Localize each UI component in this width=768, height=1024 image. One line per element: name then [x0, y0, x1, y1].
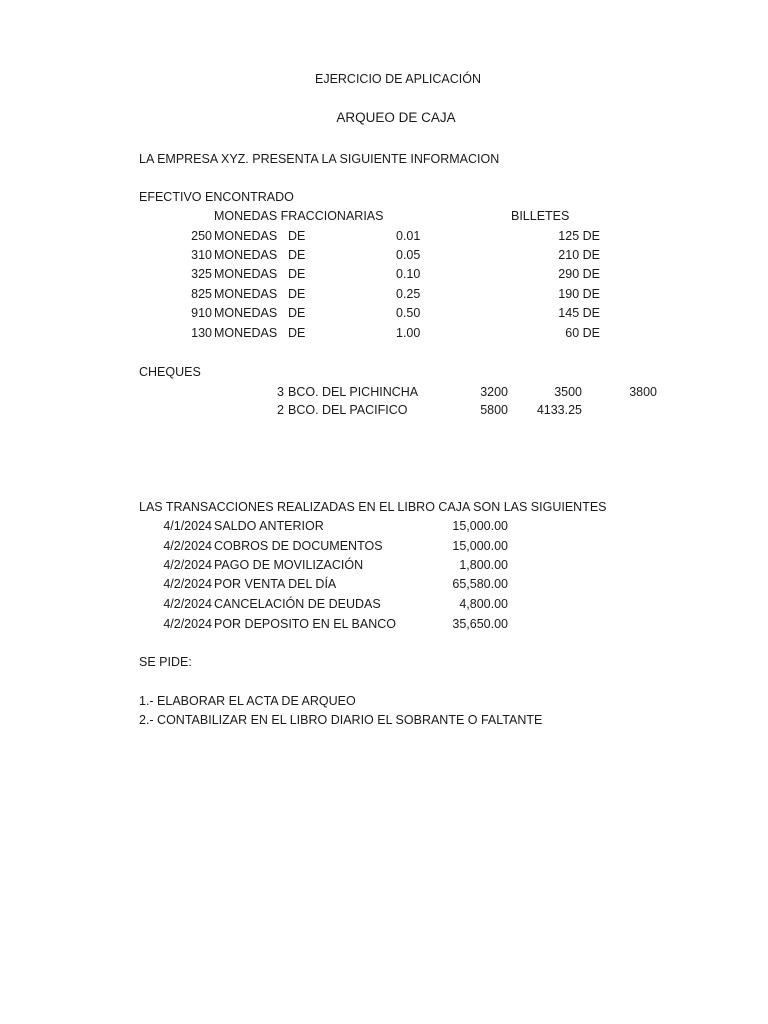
coin-qty: 325 [191, 267, 212, 281]
cheque-qty: 2 [277, 403, 284, 417]
coin-de: DE [288, 306, 306, 320]
transaction-amount: 1,800.00 [459, 558, 508, 572]
coin-value: 0.10 [396, 267, 421, 281]
cheque-amount: 4133.25 [536, 403, 582, 417]
transaction-desc: SALDO ANTERIOR [214, 519, 324, 533]
transaction-amount: 15,000.00 [452, 539, 508, 553]
coin-de: DE [288, 326, 306, 340]
bill-value: 210 DE [558, 248, 600, 262]
tasks-heading: SE PIDE: [139, 655, 192, 669]
cheques-heading: CHEQUES [139, 365, 201, 379]
coin-unit: MONEDAS [214, 248, 278, 262]
transaction-desc: POR DEPOSITO EN EL BANCO [214, 617, 396, 631]
transaction-date: 4/2/2024 [163, 539, 212, 553]
cheque-bank: BCO. DEL PACIFICO [288, 403, 408, 417]
bill-value: 125 DE [558, 229, 600, 243]
transaction-desc: COBROS DE DOCUMENTOS [214, 539, 383, 553]
coin-value: 1.00 [396, 326, 421, 340]
coin-de: DE [288, 248, 306, 262]
coin-unit: MONEDAS [214, 287, 278, 301]
coin-qty: 310 [191, 248, 212, 262]
document-subtitle: ARQUEO DE CAJA [336, 110, 456, 125]
transaction-date: 4/2/2024 [163, 558, 212, 572]
cheque-amount: 3500 [554, 385, 582, 399]
task-item: 2.- CONTABILIZAR EN EL LIBRO DIARIO EL SOBRANTE O FALTANTE [139, 713, 543, 727]
transaction-desc: POR VENTA DEL DÍA [214, 577, 337, 591]
task-item: 1.- ELABORAR EL ACTA DE ARQUEO [139, 694, 356, 708]
coin-qty: 910 [191, 306, 212, 320]
transaction-desc: CANCELACIÓN DE DEUDAS [214, 597, 381, 611]
coin-qty: 250 [191, 229, 212, 243]
coin-value: 0.05 [396, 248, 421, 262]
transaction-date: 4/2/2024 [163, 577, 212, 591]
coin-value: 0.25 [396, 287, 421, 301]
bill-value: 145 DE [558, 306, 600, 320]
coin-unit: MONEDAS [214, 229, 278, 243]
coin-unit: MONEDAS [214, 267, 278, 281]
coin-value: 0.50 [396, 306, 421, 320]
bills-header: BILLETES [511, 209, 570, 223]
coin-qty: 130 [191, 326, 212, 340]
coin-qty: 825 [191, 287, 212, 301]
transactions-heading: LAS TRANSACCIONES REALIZADAS EN EL LIBRO CAJA SON LAS SIGUIENTES [139, 500, 607, 514]
transaction-amount: 35,650.00 [452, 617, 508, 631]
cheque-bank: BCO. DEL PICHINCHA [288, 385, 419, 399]
transaction-amount: 15,000.00 [452, 519, 508, 533]
bill-value: 190 DE [558, 287, 600, 301]
coins-header: MONEDAS FRACCIONARIAS [214, 209, 384, 223]
bill-value: 290 DE [558, 267, 600, 281]
transaction-desc: PAGO DE MOVILIZACIÓN [214, 558, 364, 572]
coin-value: 0.01 [396, 229, 421, 243]
intro-text: LA EMPRESA XYZ. PRESENTA LA SIGUIENTE INFORMACION [139, 152, 500, 166]
transaction-date: 4/2/2024 [163, 597, 212, 611]
coin-de: DE [288, 229, 306, 243]
document-title: EJERCICIO DE APLICACIÓN [314, 72, 481, 86]
cheque-amount: 5800 [480, 403, 508, 417]
coin-unit: MONEDAS [214, 306, 278, 320]
coin-de: DE [288, 267, 306, 281]
cheque-amount: 3800 [629, 385, 657, 399]
cheque-amount: 3200 [480, 385, 508, 399]
coin-de: DE [288, 287, 306, 301]
transaction-date: 4/2/2024 [163, 617, 212, 631]
cash-heading: EFECTIVO ENCONTRADO [139, 190, 294, 204]
cheque-qty: 3 [277, 385, 284, 399]
transaction-amount: 4,800.00 [459, 597, 508, 611]
bill-value: 60 DE [565, 326, 600, 340]
transaction-date: 4/1/2024 [163, 519, 212, 533]
coin-unit: MONEDAS [214, 326, 278, 340]
transaction-amount: 65,580.00 [452, 577, 508, 591]
